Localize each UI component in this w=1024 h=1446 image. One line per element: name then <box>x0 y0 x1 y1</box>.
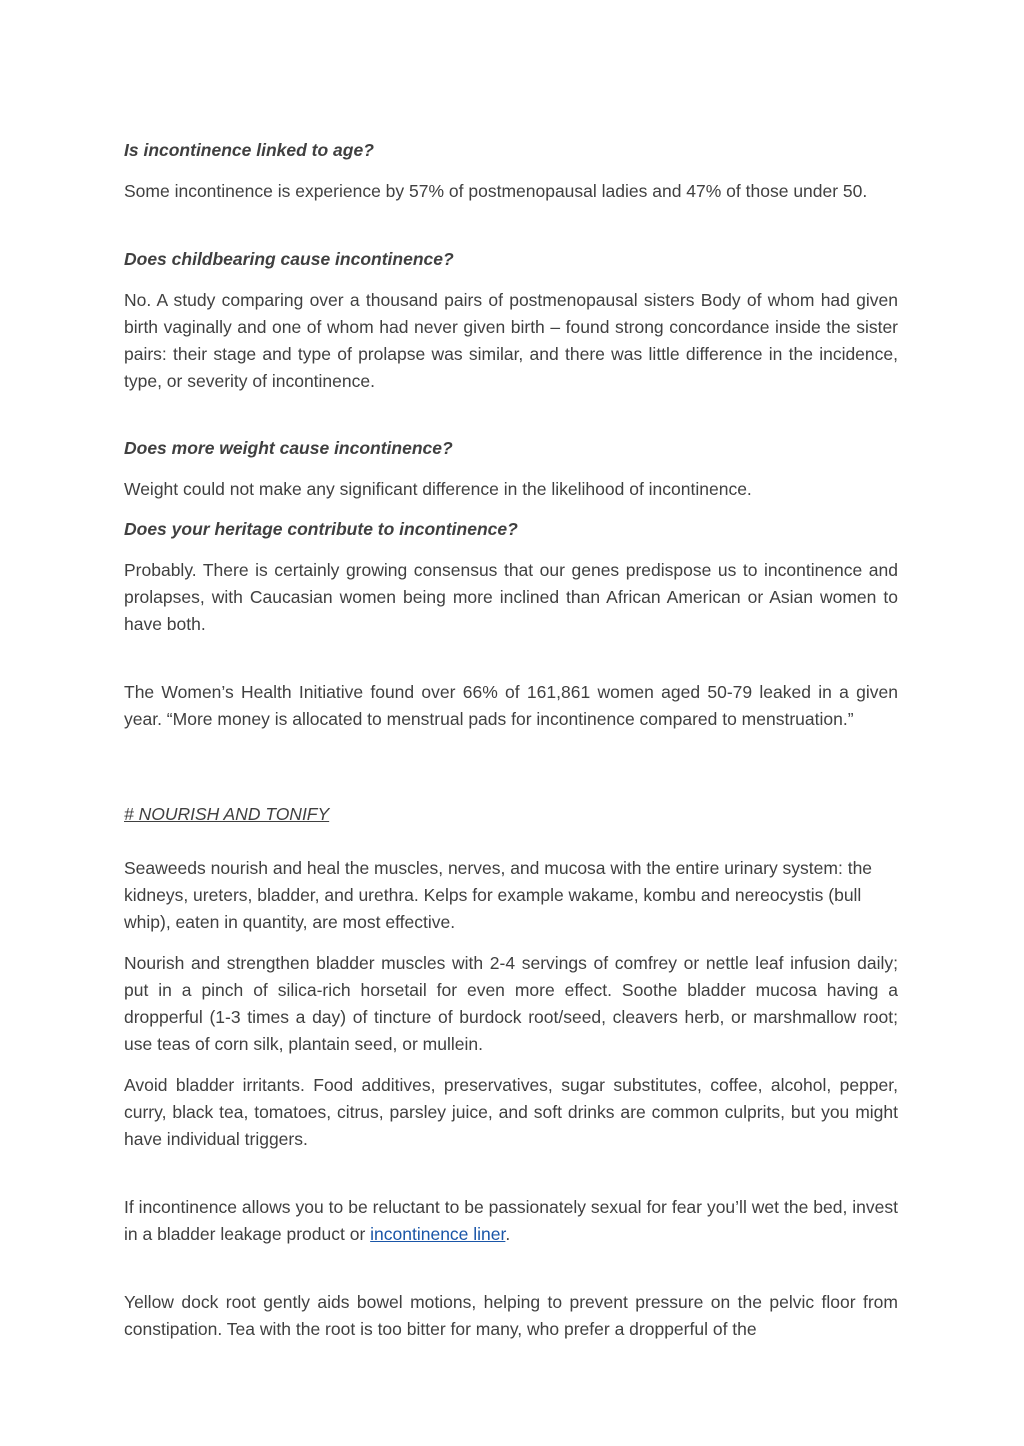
incontinence-liner-text-before: If incontinence allows you to be reluctant to be passionately sexual for fear you’ll wet the bed, invest in a bladder leakage product or <box>124 1197 898 1244</box>
paragraph-bladder-muscles: Nourish and strengthen bladder muscles with 2-4 servings of comfrey or nettle leaf infusion daily; put in a pinch of silica-rich horsetail for even more effect. Soothe bladder mucosa having a dropperful (1-3 times a day) of tincture of burdock root/seed, cleavers herb, or marshmallow root; use teas of corn silk, plantain seed, or mullein. <box>124 953 898 1054</box>
question-weight: Does more weight cause incontinence? <box>124 438 453 458</box>
answer-heritage: Probably. There is certainly growing consensus that our genes predispose us to incontinence and prolapses, with Caucasian women being more inclined than African American or Asian women to have both. <box>124 560 898 634</box>
incontinence-liner-text-after: . <box>505 1224 511 1244</box>
section-heading-nourish-and-tonify: # NOURISH AND TONIFY <box>124 804 330 824</box>
question-age: Is incontinence linked to age? <box>124 140 374 160</box>
answer-age: Some incontinence is experience by 57% of postmenopausal ladies and 47% of those under 50. <box>124 181 868 201</box>
question-heritage: Does your heritage contribute to incontinence? <box>124 519 518 539</box>
answer-weight: Weight could not make any significant difference in the likelihood of incontinence. <box>124 479 752 499</box>
paragraph-bladder-irritants: Avoid bladder irritants. Food additives, preservatives, sugar substitutes, coffee, alcohol, pepper, curry, black tea, tomatoes, citrus, parsley juice, and soft drinks are common culprits, but you might have individual triggers. <box>124 1075 898 1149</box>
paragraph-yellow-dock: Yellow dock root gently aids bowel motions, helping to prevent pressure on the pelvic floor from constipation. Tea with the root is too bitter for many, who prefer a dropperful of the <box>124 1292 898 1339</box>
paragraph-seaweeds: Seaweeds nourish and heal the muscles, nerves, and mucosa with the entire urinary system: the kidneys, ureters, bladder, and urethra. Kelps for example wakame, kombu and nereocystis (bull whip), eaten in quantity, are most effective. <box>124 858 873 932</box>
answer-childbearing: No. A study comparing over a thousand pairs of postmenopausal sisters Body of whom had given birth vaginally and one of whom had never given birth – found strong concordance inside the sister pairs: their stage and type of prolapse was similar, and there was little difference in the incidence, type, or severity of incontinence. <box>124 290 898 391</box>
paragraph-womens-health-initiative: The Women’s Health Initiative found over 66% of 161,861 women aged 50-79 leaked in a given year. “More money is allocated to menstrual pads for incontinence compared to menstruation.” <box>124 682 898 729</box>
document-page <box>124 137 898 1343</box>
paragraph-incontinence-liner <box>124 1194 898 1248</box>
incontinence-liner-link[interactable]: incontinence liner <box>370 1224 506 1244</box>
question-childbearing: Does childbearing cause incontinence? <box>124 249 454 269</box>
